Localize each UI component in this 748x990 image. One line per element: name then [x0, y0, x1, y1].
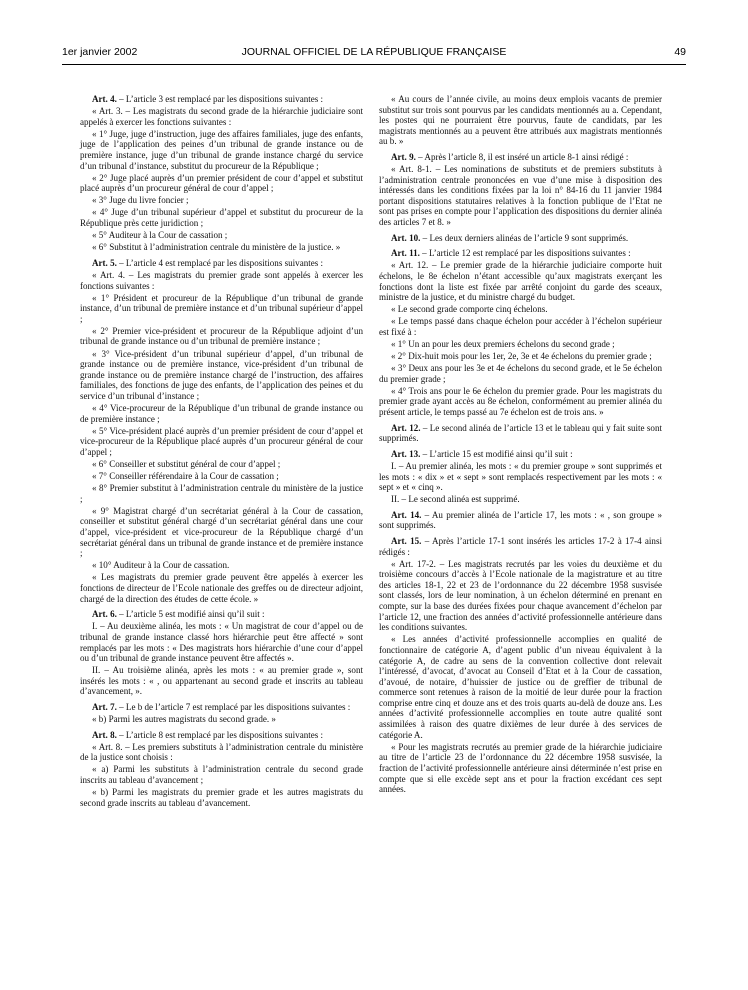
paragraph-text: « 3° Deux ans pour les 3e et 4e échelons du second grade, et le 5e échelon du premier grade ;	[379, 363, 662, 384]
paragraph-text: I. – Au premier alinéa, les mots : « du premier groupe » sont supprimés et les mots : « dix » et « sept » sont remplacés respectivement par les mots : « sept » et « cinq ».	[379, 460, 662, 493]
paragraph-text: « 4° Juge d’un tribunal supérieur d’appel et substitut du procureur de la République près cette juridiction ;	[80, 207, 363, 229]
paragraph-text: « 3° Juge du livre foncier ;	[92, 195, 189, 206]
body-paragraph	[379, 304, 662, 315]
body-paragraph	[80, 764, 363, 785]
body-paragraph	[80, 787, 363, 808]
article-paragraph	[379, 536, 662, 557]
body-paragraph	[379, 559, 662, 633]
paragraph-text: – Après l’article 8, il est inséré un article 8-1 ainsi rédigé :	[415, 151, 629, 162]
header-date: 1er janvier 2002	[62, 46, 138, 58]
body-paragraph	[379, 363, 662, 384]
body-paragraph	[80, 572, 363, 604]
body-paragraph	[80, 714, 363, 725]
paragraph-text: « 2° Dix-huit mois pour les 1er, 2e, 3e et 4e échelons du premier grade ;	[391, 351, 652, 362]
body-paragraph	[80, 506, 363, 559]
body-paragraph	[379, 316, 662, 337]
paragraph-text: – Les deux derniers alinéas de l’article 9 sont supprimés.	[420, 232, 629, 243]
body-paragraph	[80, 560, 363, 571]
paragraph-text: – L’article 8 est remplacé par les dispositions suivantes :	[116, 729, 324, 740]
body-paragraph	[80, 403, 363, 424]
paragraph-text: « b) Parmi les autres magistrats du second grade. »	[92, 714, 276, 725]
page-number: 49	[674, 46, 686, 58]
page-header	[62, 46, 686, 62]
paragraph-text: « Au cours de l’année civile, au moins deux emplois vacants de premier substitut sur trois sont pourvus par les candidats mentionnés au a. Cependant, les postes qui ne pourraient être pourvus, faute de candidats, par les magistrats mentionnés au a peuvent être attribués aux magistrats mentionnés au b. »	[379, 94, 662, 147]
header-rule	[62, 64, 686, 65]
paragraph-text: – Au premier alinéa de l’article 17, les mots : « , son groupe » sont supprimés.	[379, 509, 662, 531]
body-paragraph	[379, 260, 662, 302]
paragraph-text: « 6° Substitut à l’administration centrale du ministère de la justice. »	[92, 242, 341, 253]
body-paragraph	[80, 293, 363, 325]
paragraph-text: « 10° Auditeur à la Cour de cassation.	[92, 560, 230, 571]
paragraph-text: – L’article 3 est remplacé par les dispositions suivantes :	[116, 94, 324, 104]
body-paragraph	[80, 742, 363, 763]
body-paragraph	[80, 349, 363, 402]
paragraph-text: « a) Parmi les substituts à l’administration centrale du second grade inscrits au tableau d’avancement ;	[80, 764, 363, 786]
body-paragraph	[80, 173, 363, 194]
body-paragraph	[379, 461, 662, 493]
article-label: Art. 14.	[391, 509, 422, 520]
body-paragraph	[80, 129, 363, 171]
paragraph-text: – L’article 5 est modifié ainsi qu’il suit :	[116, 609, 265, 620]
article-paragraph	[80, 702, 363, 713]
paragraph-text: « 3° Vice-président d’un tribunal supérieur d’appel, d’un tribunal de grande instance ou de première instance, vice-président d’un tribunal de grande instance ou de première instance chargé de l’instruction, des affaires familiales, des fonctions de juge des enfants, de l’application des peines et du service d’un tribunal d’instance ;	[80, 348, 363, 401]
paragraph-text: « Les années d’activité professionnelle accomplies en qualité de fonctionnaire de catégorie A, d’agent public d’un niveau équivalent à la catégorie A, de cadre au sens de la convention collective dont relevait l’intéressé, d’avocat, d’avocat au Conseil d’Etat et à la Cour de cassation, d’avoué, de notaire, d’huissier de justice ou de greffier de tribunal de commerce sont retenues à raison de la moitié de leur durée pour la fraction comprise entre cinq et douze ans et des trois quarts au-delà de douze ans. Les années d’activité professionnelle accomplies en toute autre qualité sont assimilées à raison des quatre dixièmes de leur durée à des services de catégorie A.	[379, 634, 662, 740]
paragraph-text: – L’article 12 est remplacé par les dispositions suivantes :	[419, 248, 631, 259]
body-paragraph	[379, 634, 662, 740]
paragraph-text: « Les magistrats du premier grade peuvent être appelés à exercer les fonctions de directeur de l’Ecole nationale des greffes ou de directeur adjoint, chargé de la direction des études de cette école. »	[80, 572, 363, 604]
paragraph-text: « 1° Président et procureur de la République d’un tribunal de grande instance, d’un tribunal de première instance et d’un tribunal supérieur d’appel ;	[80, 292, 363, 324]
article-label: Art. 8.	[92, 729, 117, 740]
body-paragraph	[80, 426, 363, 458]
article-label: Art. 5.	[92, 257, 117, 268]
paragraph-text: « Pour les magistrats recrutés au premier grade de la hiérarchie judiciaire au titre de l’article 23 de l’ordonnance du 22 décembre 1958 susvisée, la fraction de l’activité professionnelle antérieure ainsi déterminée n’est prise en compte que si elle excède sept ans et pour la fraction excédant ces sept années.	[379, 741, 662, 795]
body-paragraph	[379, 339, 662, 350]
body-paragraph	[80, 242, 363, 253]
article-label: Art. 12.	[391, 422, 421, 433]
paragraph-text: – L’article 4 est remplacé par les dispositions suivantes :	[116, 257, 324, 268]
body-paragraph	[80, 459, 363, 470]
body-paragraph	[379, 386, 662, 418]
body-paragraph	[80, 665, 363, 697]
paragraph-text: « 4° Vice-procureur de la République d’un tribunal de grande instance ou de première instance ;	[80, 403, 363, 424]
article-paragraph	[379, 510, 662, 531]
paragraph-text: « 9° Magistrat chargé d’un secrétariat général à la Cour de cassation, conseiller et substitut général chargé d’un secrétariat général dans une cour d’appel, vice-président et vice-procureur de la République chargé d’un secrétariat général dans un tribunal de grande instance et de première instance ;	[80, 505, 363, 559]
article-paragraph	[379, 233, 662, 244]
paragraph-text: – Après l’article 17-1 sont insérés les articles 17-2 à 17-4 ainsi rédigés :	[379, 535, 662, 557]
paragraph-text: I. – Au deuxième alinéa, les mots : « Un magistrat de cour d’appel ou de tribunal de grande instance classé hors hiérarchie peut être affecté » sont remplacés par les mots : « Des magistrats hors hiérarchie d’une cour d’appel ou d’un tribunal de grande instance peuvent être affectés ».	[80, 621, 363, 664]
paragraph-text: « 6° Conseiller et substitut général de cour d’appel ;	[92, 459, 281, 469]
body-paragraph	[80, 207, 363, 228]
paragraph-text: « 2° Juge placé auprès d’un premier président de cour d’appel et substitut placé auprès d’un procureur général de cour d’appel ;	[80, 172, 363, 194]
paragraph-text: « Art. 17-2. – Les magistrats recrutés par les voies du deuxième et du troisième concours d’accès à l’Ecole nationale de la magistrature et au titre des articles 18-1, 22 et 23 de l’ordonnance du 22 décembre 1958 susvisée sont classés, lors de leur nomination, à un échelon déterminé en prenant en compte, sur la base des durées fixées pour chaque avancement d’échelon par l’article 12, une fraction des années d’activité professionnelle antérieure dans les conditions suivantes.	[379, 558, 662, 633]
article-label: Art. 11.	[391, 248, 420, 259]
body-paragraph	[80, 483, 363, 504]
article-paragraph	[80, 258, 363, 269]
body-paragraph	[80, 195, 363, 206]
article-label: Art. 15.	[391, 535, 422, 546]
paragraph-text: – Le b de l’article 7 est remplacé par les dispositions suivantes :	[116, 701, 351, 712]
article-paragraph	[80, 730, 363, 741]
paragraph-text: « 5° Vice-président placé auprès d’un premier président de cour d’appel et vice-procureur de la République placé auprès d’un procureur général de cour d’appel ;	[80, 425, 363, 457]
paragraph-text: « Art. 12. – Le premier grade de la hiérarchie judiciaire comporte huit échelons, le 8e échelon n’étant accessible qu’aux magistrats exerçant les fonctions dont la liste est fixée par arrêté conjoint du garde des sceaux, ministre de la justice, et du ministre chargé du budget.	[379, 260, 662, 303]
journal-title: JOURNAL OFFICIEL DE LA RÉPUBLIQUE FRANÇAISE	[241, 46, 507, 58]
body-paragraph	[80, 230, 363, 241]
body-paragraph	[80, 326, 363, 347]
body-paragraph	[80, 270, 363, 291]
body-paragraph	[379, 164, 662, 228]
paragraph-text: II. – Le second alinéa est supprimé.	[391, 494, 520, 505]
paragraph-text: « 4° Trois ans pour le 6e échelon du premier grade. Pour les magistrats du premier grade ayant accès au 8e échelon, conformément au premier alinéa du présent article, le temps passé au 7e échelon est de trois ans. »	[379, 385, 662, 418]
paragraph-text: – Le second alinéa de l’article 13 et le tableau qui y fait suite sont supprimés.	[379, 422, 662, 444]
article-paragraph	[80, 609, 363, 620]
paragraph-text: – L’article 15 est modifié ainsi qu’il suit :	[420, 448, 573, 459]
body-paragraph	[80, 471, 363, 482]
paragraph-text: « 7° Conseiller référendaire à la Cour de cassation ;	[92, 471, 279, 482]
paragraph-text: II. – Au troisième alinéa, après les mots : « au premier grade », sont insérés les mots : « , ou appartenant au second grade et inscrits au tableau d’avancement, ».	[80, 665, 363, 697]
body-paragraph	[80, 621, 363, 663]
article-paragraph	[379, 449, 662, 460]
right-column	[379, 94, 662, 796]
paragraph-text: « Art. 3. – Les magistrats du second grade de la hiérarchie judiciaire sont appelés à exercer les fonctions suivantes :	[80, 106, 363, 127]
article-label: Art. 6.	[92, 609, 117, 620]
body-paragraph	[379, 94, 662, 147]
paragraph-text: « 1° Un an pour les deux premiers échelons du second grade ;	[391, 338, 615, 349]
paragraph-text: « 8° Premier substitut à l’administration centrale du ministère de la justice ;	[80, 483, 363, 504]
paragraph-text: « Le temps passé dans chaque échelon pour accéder à l’échelon supérieur est fixé à :	[379, 316, 662, 337]
paragraph-text: « b) Parmi les magistrats du premier grade et les autres magistrats du second grade inscrits au tableau d’avancement.	[80, 787, 363, 808]
body-paragraph	[379, 494, 662, 505]
article-paragraph	[379, 423, 662, 444]
article-paragraph	[379, 248, 662, 259]
paragraph-text: « 1° Juge, juge d’instruction, juge des affaires familiales, juge des enfants, juge de l’application des peines d’un tribunal de grande instance ou de première instance, juge d’un tribunal de grande instance chargé du service d’un tribunal d’instance, substitut du procureur de la République ;	[80, 128, 363, 171]
body-paragraph	[80, 106, 363, 127]
paragraph-text: « Art. 4. – Les magistrats du premier grade sont appelés à exercer les fonctions suivantes :	[80, 269, 363, 291]
article-paragraph	[80, 94, 363, 105]
left-column	[80, 94, 363, 810]
article-label: Art. 10.	[391, 232, 421, 243]
paragraph-text: « Art. 8. – Les premiers substituts à l’administration centrale du ministère de la justice sont choisis :	[80, 741, 363, 763]
paragraph-text: « Art. 8-1. – Les nominations de substituts et de premiers substituts à l’administration centrale prononcées en vue d’une mise à disposition des intéressés dans les conditions fixées par la loi n° 84-16 du 11 janvier 1984 portant dispositions statutaires relatives à la fonction publique de l’Etat ne sont pas prises en compte pour l’application des dispositions du dernier alinéa des articles 7 et 8. »	[379, 164, 662, 228]
body-paragraph	[379, 742, 662, 795]
article-label: Art. 9.	[391, 151, 416, 162]
article-label: Art. 7.	[92, 701, 117, 712]
body-paragraph	[379, 351, 662, 362]
paragraph-text: « Le second grade comporte cinq échelons.	[391, 304, 548, 315]
article-label: Art. 13.	[391, 448, 421, 459]
article-paragraph	[379, 152, 662, 163]
paragraph-text: « 2° Premier vice-président et procureur de la République adjoint d’un tribunal de grande instance ou d’un tribunal de première instance ;	[80, 325, 363, 347]
paragraph-text: « 5° Auditeur à la Cour de cassation ;	[92, 230, 228, 241]
article-label: Art. 4.	[92, 94, 117, 104]
